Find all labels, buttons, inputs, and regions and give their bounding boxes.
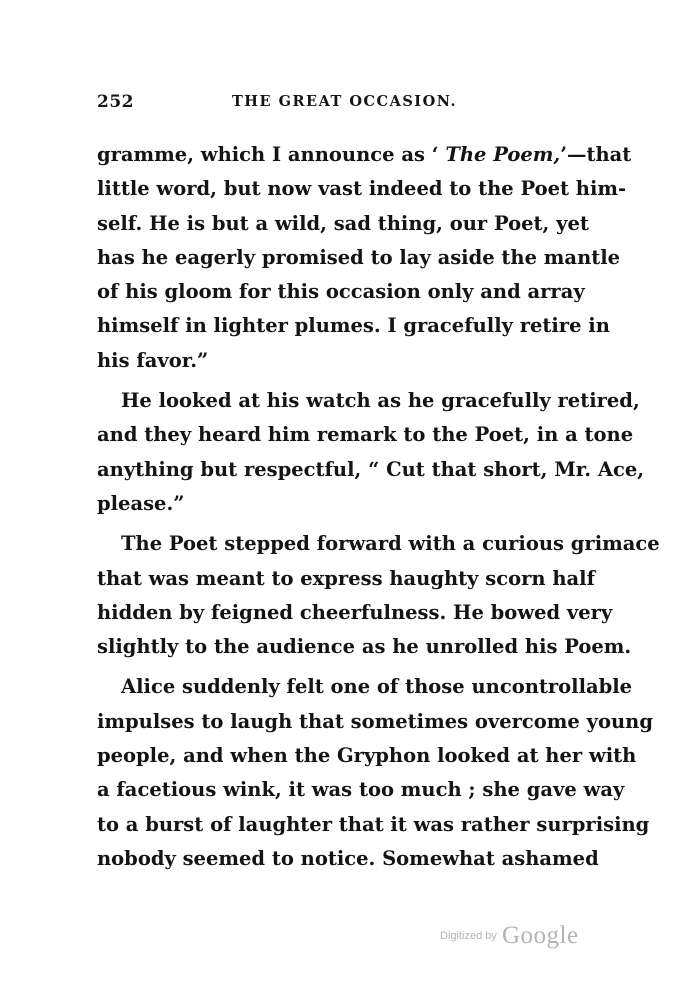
text-line: hidden by feigned cheerfulness. He bowed very <box>97 600 613 624</box>
text-line: his favor.” <box>97 348 209 372</box>
text-line: and they heard him remark to the Poet, in a tone <box>97 423 634 447</box>
text-line: self. He is but a wild, sad thing, our Poet, yet <box>97 211 589 235</box>
text-line: slightly to the audience as he unrolled his Poem. <box>97 635 632 659</box>
text-line <box>97 138 632 172</box>
text-line: little word, but now vast indeed to the Poet him- <box>97 177 627 201</box>
text-line: to a burst of laughter that it was rather surprising <box>97 812 650 836</box>
body-text <box>97 138 660 876</box>
text-line: please.” <box>97 491 185 515</box>
italic-title: The Poem, <box>445 143 561 166</box>
text-line: He looked at his watch as he gracefully retired, <box>121 389 640 413</box>
text-segment: gramme, which I announce as ‘ <box>97 143 446 166</box>
text-line: nobody seemed to notice. Somewhat ashamed <box>97 846 599 870</box>
text-line: people, and when the Gryphon looked at her with <box>97 744 637 768</box>
text-segment: ’—that <box>560 143 632 166</box>
text-line: that was meant to express haughty scorn half <box>97 566 595 590</box>
text-line: anything but respectful, “ Cut that short, Mr. Ace, <box>97 457 645 481</box>
text-line: Alice suddenly felt one of those uncontrollable <box>121 675 633 699</box>
text-line: himself in lighter plumes. I gracefully retire in <box>97 314 610 338</box>
watermark-logo: Google <box>501 922 579 949</box>
text-line: has he eagerly promised to lay aside the mantle <box>97 245 621 269</box>
text-line: a facetious wink, it was too much ; she gave way <box>97 778 625 802</box>
digitized-by-watermark <box>440 922 579 958</box>
text-line: The Poet stepped forward with a curious grimace <box>121 532 660 556</box>
watermark-prefix: Digitized by <box>440 930 497 942</box>
running-head: THE GREAT OCCASION. <box>232 93 458 110</box>
text-line: of his gloom for this occasion only and array <box>97 280 585 304</box>
text-line: impulses to laugh that sometimes overcome young <box>97 709 653 733</box>
page-number: 252 <box>97 92 134 112</box>
page-header <box>97 92 582 116</box>
